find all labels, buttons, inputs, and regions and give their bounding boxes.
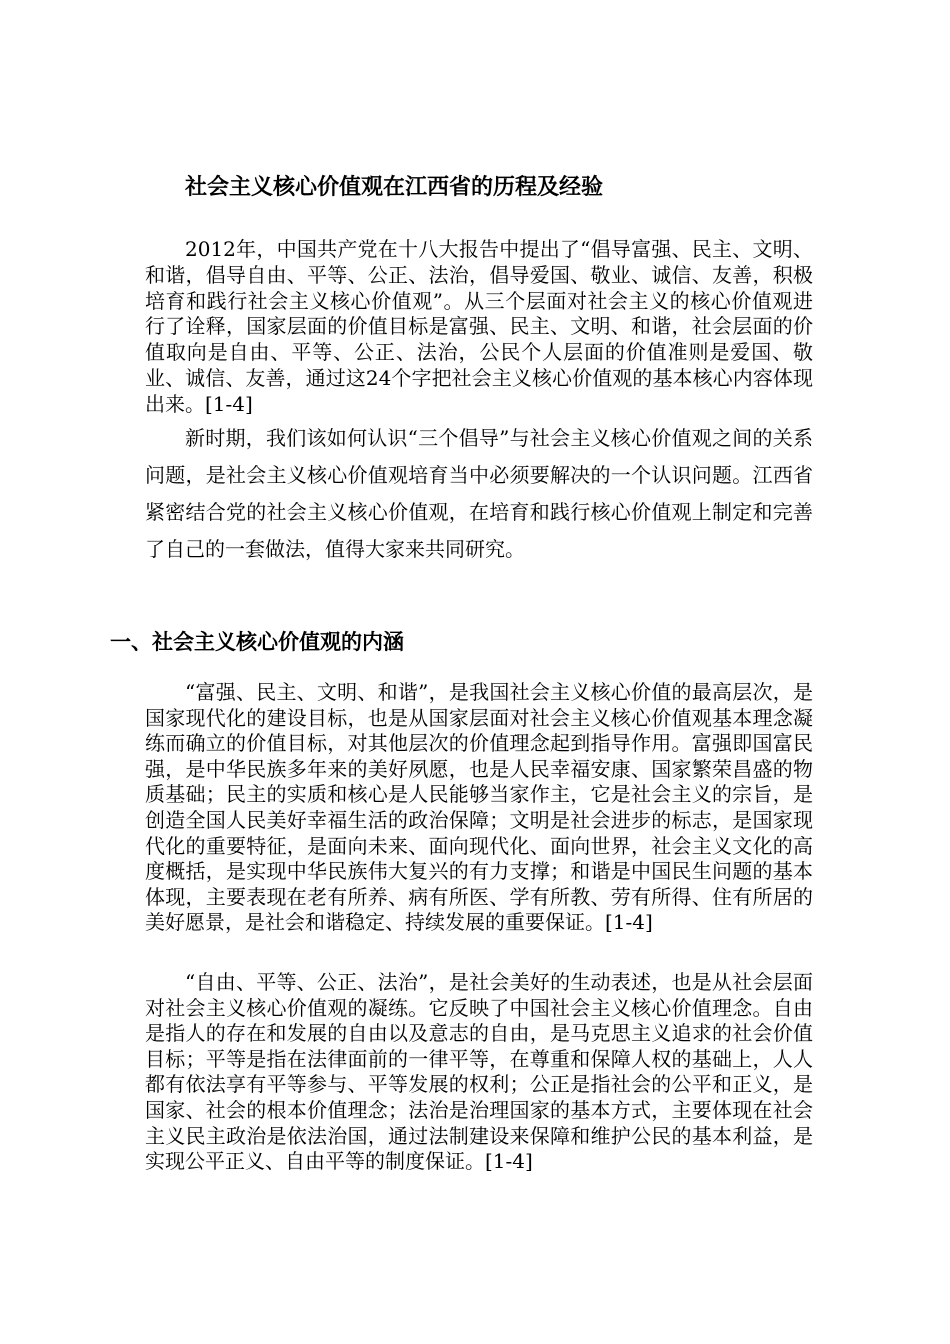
section-paragraph-1: “富强、民主、文明、和谐”，是我国社会主义核心价值的最高层次，是国家现代化的建设目标，也是从国家层面对社会主义核心价值观基本理念凝练而确立的价值目标，对其他层次的价值理念起到指导作用。富强即国富民强，是中华民族多年来的美好夙愿，也是人民幸福安康、国家繁荣昌盛的物质基础；民主的实质和核心是人民能够当家作主，它是社会主义的宗旨，是创造全国人民美好幸福生活的政治保障；文明是社会进步的标志，是国家现代化的重要特征，是面向未来、面向现代化、面向世界，社会主义文化的高度概括，是实现中华民族伟大复兴的有力支撑；和谐是中国民生问题的基本体现，主要表现在老有所养、病有所医、学有所教、劳有所得、住有所居的美好愿景，是社会和谐稳定、持续发展的重要保证。[1-4] bbox=[145, 680, 813, 935]
section-heading: 一、社会主义核心价值观的内涵 bbox=[110, 630, 404, 654]
intro-paragraph-2: 新时期，我们该如何认识“三个倡导”与社会主义核心价值观之间的关系问题，是社会主义核心价值观培育当中必须要解决的一个认识问题。江西省紧密结合党的社会主义核心价值观，在培育和践行核心价值观上制定和完善了自己的一套做法，值得大家来共同研究。 bbox=[145, 426, 813, 561]
intro-paragraph-1: 2012年，中国共产党在十八大报告中提出了“倡导富强、民主、文明、和谐，倡导自由、平等、公正、法治，倡导爱国、敬业、诚信、友善，积极培育和践行社会主义核心价值观”。从三个层面对社会主义的核心价值观进行了诠释，国家层面的价值目标是富强、民主、文明、和谐，社会层面的价值取向是自由、平等、公正、法治，公民个人层面的价值准则是爱国、敬业、诚信、友善，通过这24个字把社会主义核心价值观的基本核心内容体现出来。[1-4] bbox=[145, 237, 813, 416]
document-title: 社会主义核心价值观在江西省的历程及经验 bbox=[185, 175, 604, 200]
section-paragraph-2: “自由、平等、公正、法治”，是社会美好的生动表述，也是从社会层面对社会主义核心价值观的凝练。它反映了中国社会主义核心价值理念。自由是指人的存在和发展的自由以及意志的自由，是马克思主义追求的社会价值目标；平等是指在法律面前的一律平等，在尊重和保障人权的基础上，人人都有依法享有平等参与、平等发展的权利；公正是指社会的公平和正义，是国家、社会的根本价值理念；法治是治理国家的基本方式，主要体现在社会主义民主政治是依法治国，通过法制建设来保障和维护公民的基本利益，是实现公平正义、自由平等的制度保证。[1-4] bbox=[145, 970, 813, 1174]
